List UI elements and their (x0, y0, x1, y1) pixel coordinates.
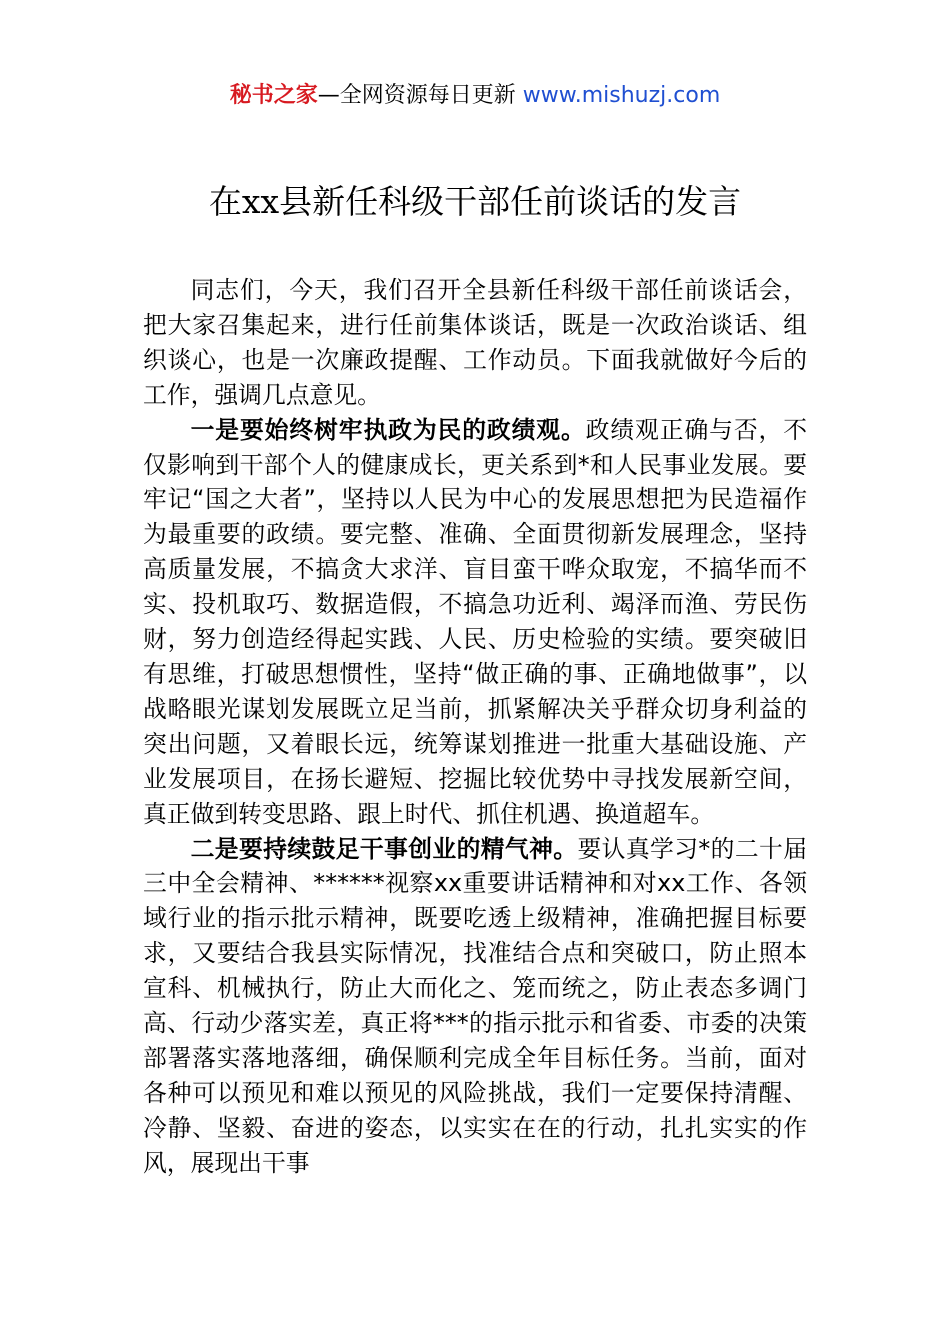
paragraph-heading: 一是要始终树牢执政为民的政绩观。 (190, 415, 586, 444)
paragraph-intro (143, 273, 807, 413)
paragraph-text: 要认真学习*的二十届三中全会精神、******视察xx重要讲话精神和对xx工作、各领域行业的指示批示精神，既要吃透上级精神，准确把握目标要求，又要结合我县实际情况，找准结合点和突破口，防止照本宣科、机械执行，防止大而化之、笼而统之，防止表态多调门高、行动少落实差，真正将***的指示批示和省委、市委的决策部署落实落地落细，确保顺利完成全年目标任务。当前，面对各种可以预见和难以预见的风险挑战，我们一定要保持清醒、冷静、坚毅、奋进的姿态，以实实在在的行动，扎扎实实的作风，展现出干事 (143, 834, 808, 1177)
site-url-link[interactable]: www.mishuzj.com (522, 83, 721, 108)
paragraph-point-two (143, 832, 807, 1181)
header-tagline: —全网资源每日更新 (317, 83, 523, 108)
brand-name: 秘书之家 (229, 83, 318, 108)
site-header (0, 80, 950, 112)
paragraph-text: 同志们，今天，我们召开全县新任科级干部任前谈话会，把大家召集起来，进行任前集体谈话，既是一次政治谈话、组织谈心，也是一次廉政提醒、工作动员。下面我就做好今后的工作，强调几点意见。 (143, 276, 807, 409)
paragraph-point-one (143, 413, 807, 832)
paragraph-text: 政绩观正确与否，不仅影响到干部个人的健康成长，更关系到*和人民事业发展。要牢记“国之大者”，坚持以人民为中心的发展思想把为民造福作为最重要的政绩。要完整、准确、全面贯彻新发展理念，坚持高质量发展，不搞贪大求洋、盲目蛮干哗众取宠，不搞华而不实、投机取巧、数据造假，不搞急功近利、竭泽而渔、劳民伤财，努力创造经得起实践、人民、历史检验的实绩。要突破旧有思维，打破思想惯性，坚持“做正确的事、正确地做事”，以战略眼光谋划发展既立足当前，抓紧解决关乎群众切身利益的突出问题，又着眼长远，统筹谋划推进一批重大基础设施、产业发展项目，在扬长避短、挖掘比较优势中寻找发展新空间，真正做到转变思路、跟上时代、抓住机遇、换道超车。 (143, 415, 808, 828)
document-title: 在xx县新任科级干部任前谈话的发言 (208, 182, 742, 221)
document-body (143, 273, 807, 1181)
paragraph-heading: 二是要持续鼓足干事创业的精气神。 (190, 834, 578, 863)
